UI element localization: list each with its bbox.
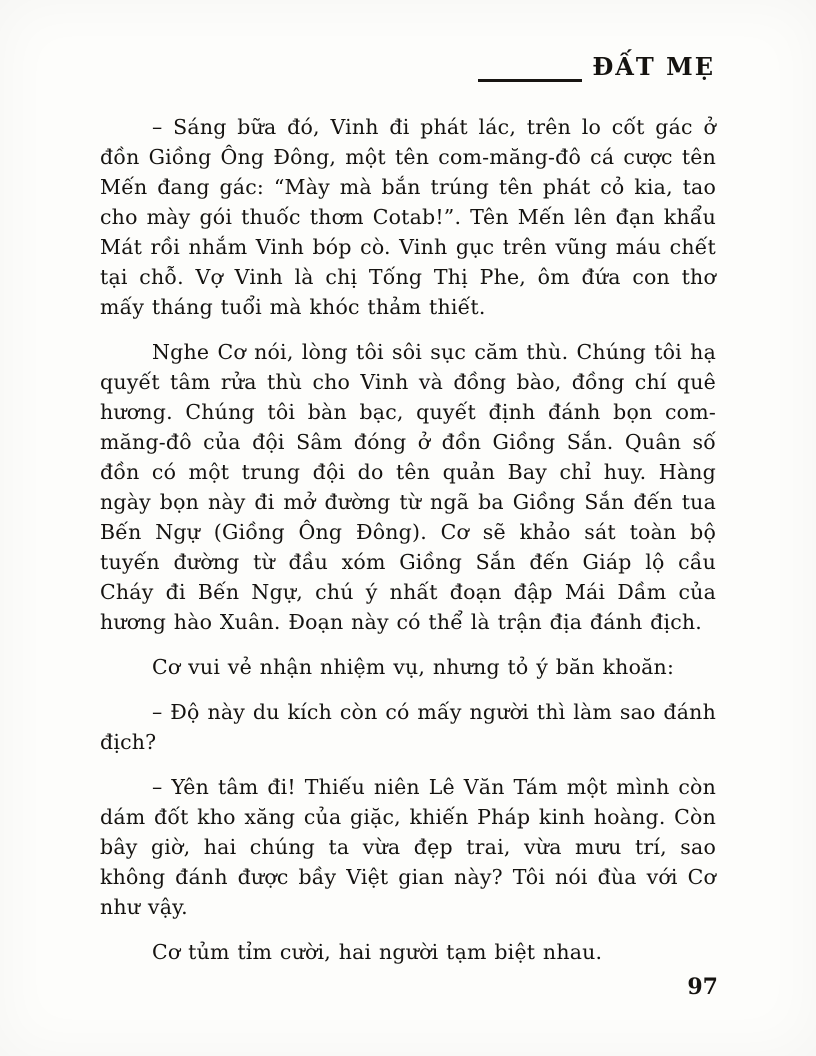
running-head-title: ĐẤT MẸ — [592, 52, 715, 81]
paragraph-5: – Yên tâm đi! Thiếu niên Lê Văn Tám một mình còn dám đốt kho xăng của giặc, khiến Pháp kinh hoàng. Còn bây giờ, hai chúng ta vừa đẹp trai, vừa mưu trí, sao không đánh được bầy Việt gian này? Tôi nói đùa với Cơ như vậy. — [100, 775, 716, 919]
header-rule — [478, 79, 582, 82]
paragraph-2: Nghe Cơ nói, lòng tôi sôi sục căm thù. Chúng tôi hạ quyết tâm rửa thù cho Vinh và đồng bào, đồng chí quê hương. Chúng tôi bàn bạc, quyết định đánh bọn com-măng-đô của đội Sâm đóng ở đồn Giồng Sắn. Quân số đồn có một trung đội do tên quản Bay chỉ huy. Hàng ngày bọn này đi mở đường từ ngã ba Giồng Sắn đến tua Bến Ngự (Giồng Ông Đông). Cơ sẽ khảo sát toàn bộ tuyến đường từ đầu xóm Giồng Sắn đến Giáp lộ cầu Cháy đi Bến Ngự, chú ý nhất đoạn đập Mái Dầm của hương hào Xuân. Đoạn này có thể là trận địa đánh địch. — [100, 340, 716, 634]
paragraph-4: – Độ này du kích còn có mấy người thì làm sao đánh địch? — [100, 700, 716, 754]
page-number: 97 — [687, 974, 718, 1000]
paragraph-1: – Sáng bữa đó, Vinh đi phát lác, trên lo cốt gác ở đồn Giồng Ông Đông, một tên com-măng-đô cá cược tên Mến đang gác: “Mày mà bắn trúng tên phát cỏ kia, tao cho mày gói thuốc thơm Cotab!”. Tên Mến lên đạn khẩu Mát rồi nhắm Vinh bóp cò. Vinh gục trên vũng máu chết tại chỗ. Vợ Vinh là chị Tống Thị Phe, ôm đứa con thơ mấy tháng tuổi mà khóc thảm thiết. — [100, 115, 716, 319]
paragraph-6: Cơ tủm tỉm cười, hai người tạm biệt nhau. — [152, 940, 603, 964]
body-text — [100, 112, 716, 982]
running-head — [100, 52, 715, 86]
paragraph-3: Cơ vui vẻ nhận nhiệm vụ, nhưng tỏ ý băn khoăn: — [152, 655, 675, 679]
